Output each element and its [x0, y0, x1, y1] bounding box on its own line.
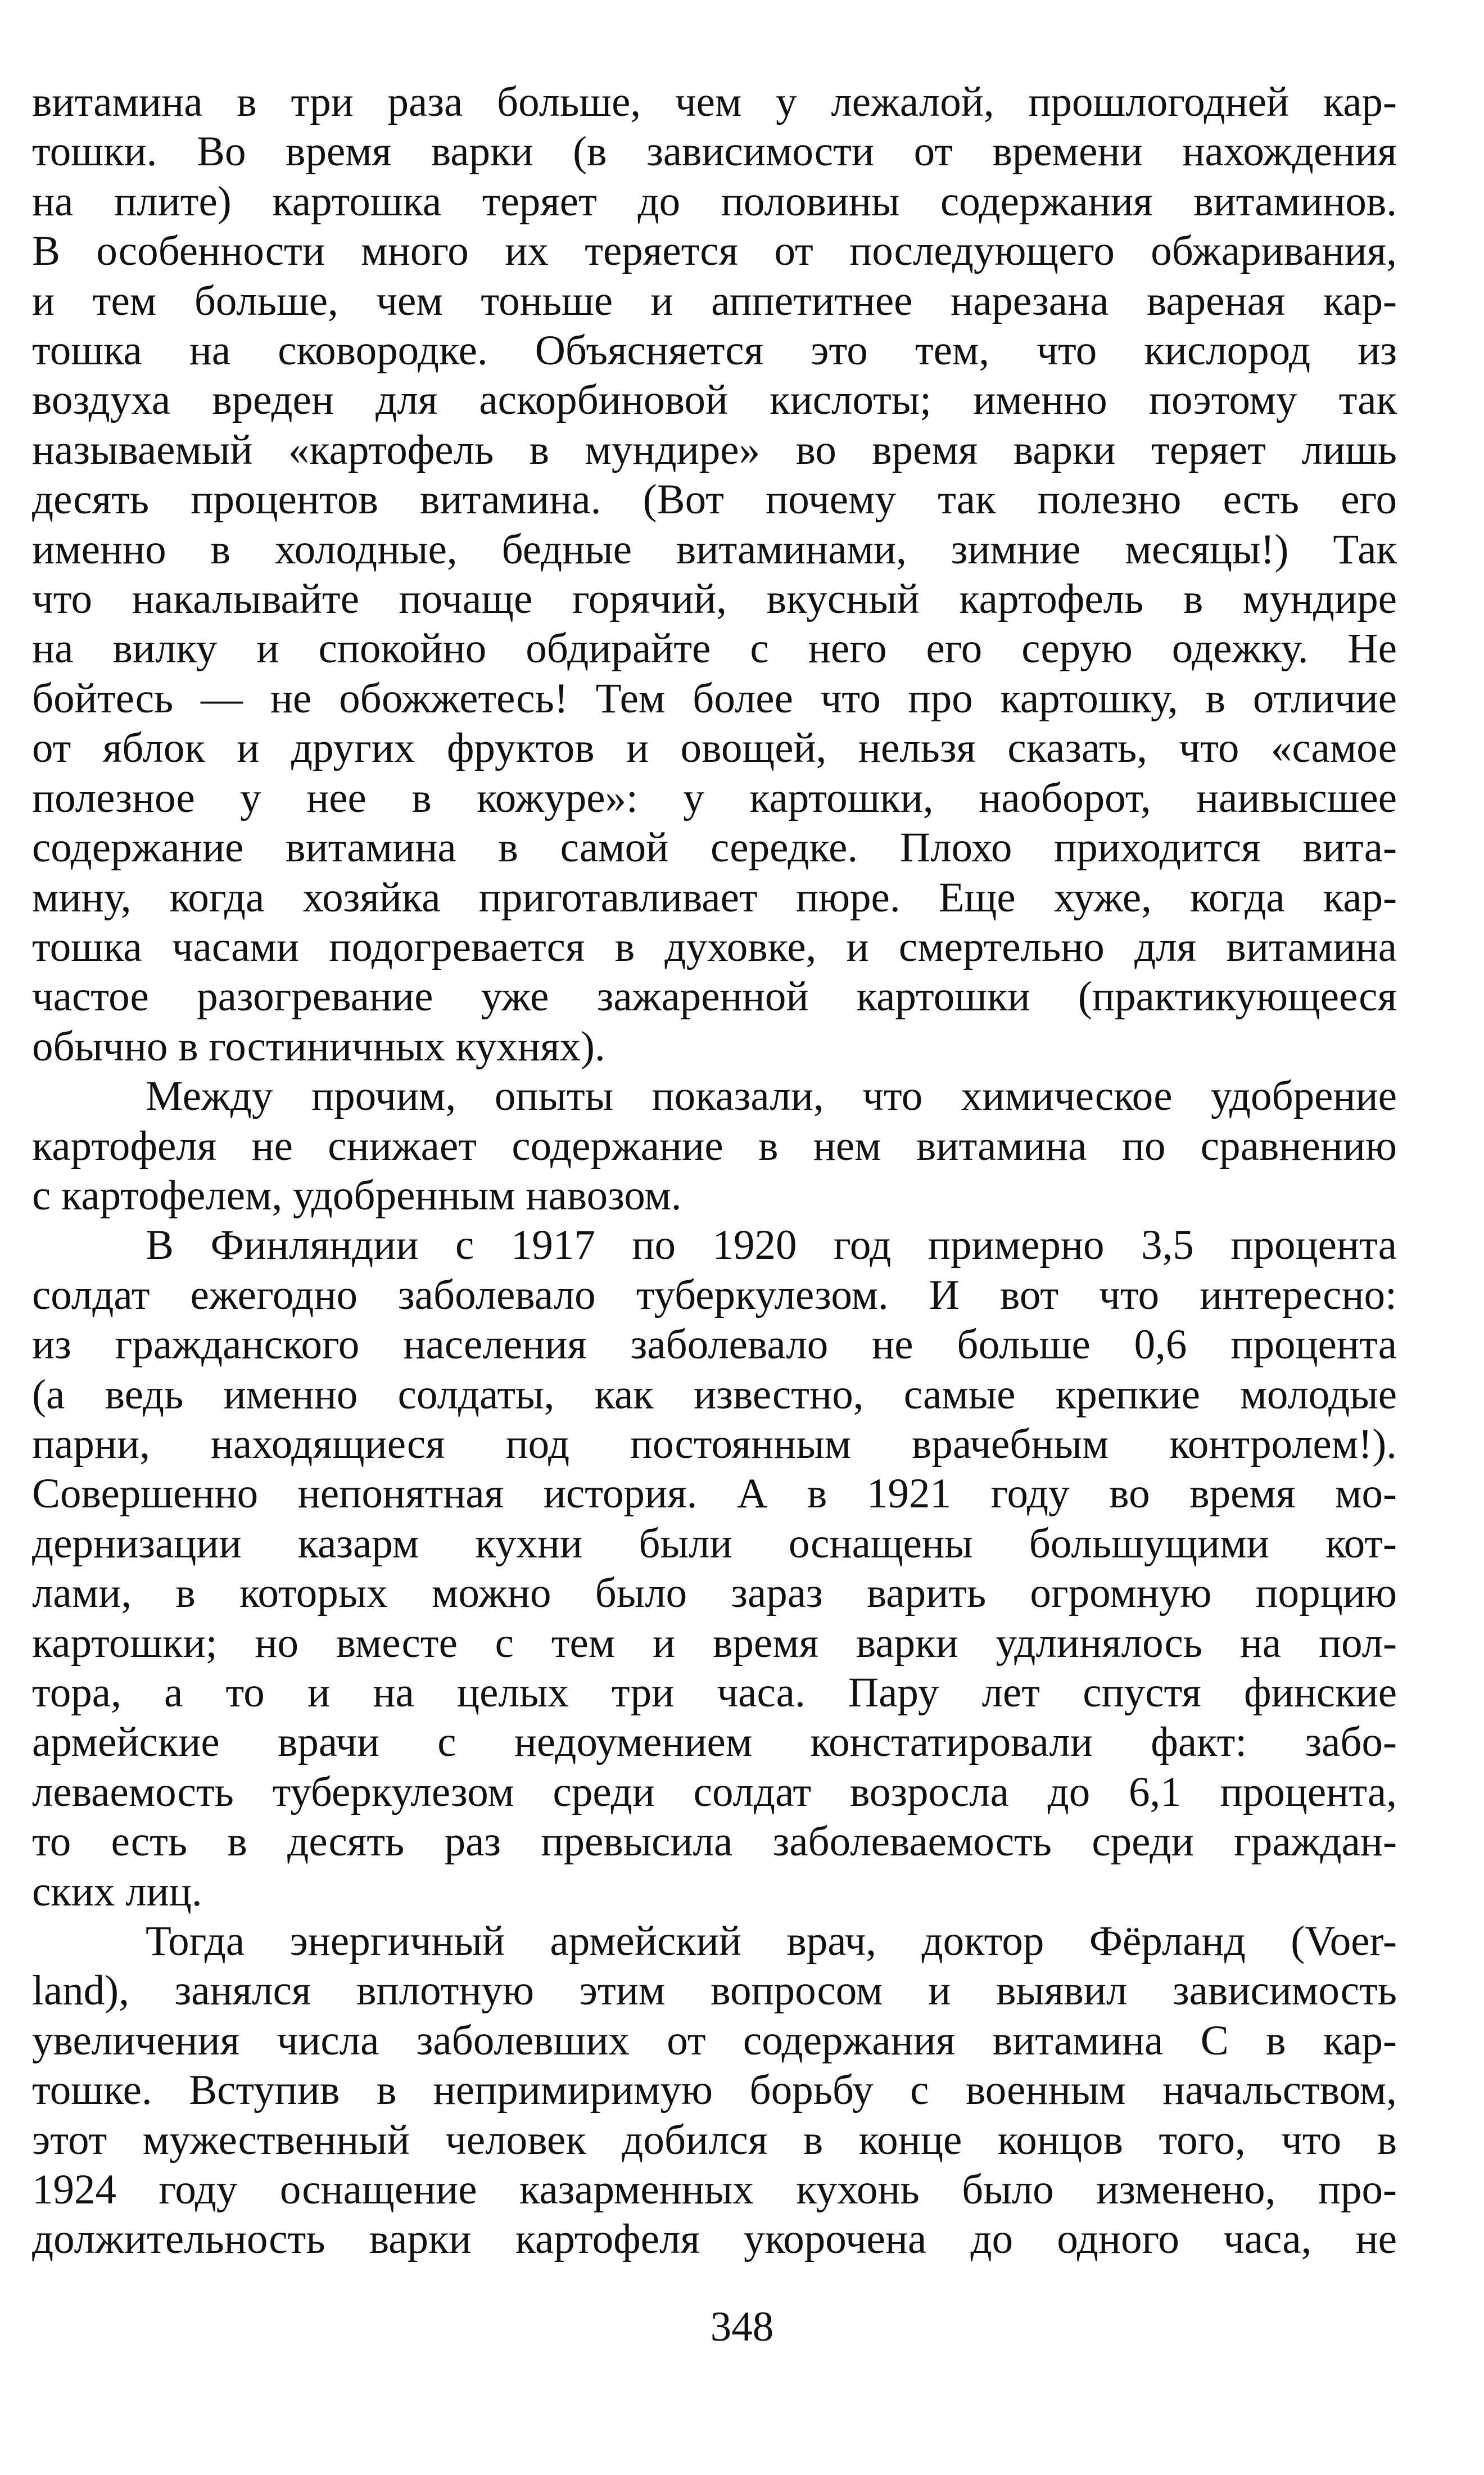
text-line: на вилку и спокойно обдирайте с него его серую одежку. Не [32, 625, 1397, 672]
text-line: бойтесь — не обожжетесь! Тем более что про картошку, в отличие [32, 675, 1397, 722]
paragraph [32, 1221, 1397, 1917]
text-line: 1924 году оснащение казарменных кухонь было изменено, про- [32, 2166, 1397, 2214]
paragraph [32, 1917, 1397, 2265]
text-line: В Финляндии с 1917 по 1920 год примерно 3,5 процента [146, 1222, 1397, 1269]
text-line: тошке. Вступив в непримиримую борьбу с военным начальством, [32, 2067, 1397, 2114]
text-line: и тем больше, чем тоньше и аппетитнее нарезана вареная кар- [32, 277, 1397, 324]
text-line: называемый «картофель в мундире» во время варки теряет лишь [32, 426, 1397, 473]
paragraph [32, 78, 1397, 1072]
text-line: из гражданского населения заболевало не больше 0,6 процента [32, 1321, 1397, 1369]
text-line: солдат ежегодно заболевало туберкулезом. И вот что интересно: [32, 1271, 1397, 1318]
text-line: мину, когда хозяйка приготавливает пюре. Еще хуже, когда кар- [32, 874, 1397, 921]
text-line: ских лиц. [32, 1868, 202, 1915]
text-line: увеличения числа заболевших от содержания витамина С в кар- [32, 2017, 1397, 2064]
text-line: воздуха вреден для аскорбиновой кислоты; именно поэтому так [32, 377, 1397, 424]
page-number: 348 [710, 2304, 774, 2350]
text-line: полезное у нее в кожуре»: у картошки, наоборот, наивысшее [32, 774, 1397, 821]
text-line: должительность варки картофеля укорочена до одного часа, не [32, 2216, 1397, 2263]
text-line: армейские врачи с недоумением констатировали факт: забо- [32, 1719, 1397, 1766]
text-line: land), занялся вплотную этим вопросом и выявил зависимость [32, 1967, 1397, 2015]
text-line: картошки; но вместе с тем и время варки удлинялось на пол- [32, 1619, 1397, 1666]
text-line: Совершенно непонятная история. А в 1921 году во время мо- [32, 1470, 1397, 1517]
text-line: от яблок и других фруктов и овощей, нельзя сказать, что «самое [32, 725, 1397, 772]
text-line: картофеля не снижает содержание в нем витамина по сравнению [32, 1122, 1397, 1169]
text-line: тошка часами подогревается в духовке, и смертельно для витамина [32, 923, 1397, 970]
text-line: с картофелем, удобренным навозом. [32, 1172, 682, 1219]
text-line: обычно в гостиничных кухнях). [32, 1023, 605, 1070]
text-line: десять процентов витамина. (Вот почему так полезно есть его [32, 476, 1397, 523]
text-line: на плите) картошка теряет до половины содержания витаминов. [32, 178, 1397, 225]
text-line: что накалывайте почаще горячий, вкусный картофель в мундире [32, 576, 1397, 623]
body-text [32, 78, 1397, 2265]
text-line: леваемость туберкулезом среди солдат возросла до 6,1 процента, [32, 1768, 1397, 1815]
text-line: этот мужественный человек добился в конце концов того, что в [32, 2116, 1397, 2164]
text-line: дернизации казарм кухни были оснащены большущими кот- [32, 1520, 1397, 1567]
text-line: то есть в десять раз превысила заболеваемость среди граждан- [32, 1818, 1397, 1866]
text-line: тора, а то и на целых три часа. Пару лет спустя финские [32, 1669, 1397, 1716]
text-line: лами, в которых можно было зараз варить огромную порцию [32, 1570, 1397, 1617]
paragraph [32, 1072, 1397, 1221]
text-line: Между прочим, опыты показали, что химическое удобрение [146, 1073, 1397, 1120]
text-line: тошки. Во время варки (в зависимости от времени нахождения [32, 128, 1397, 175]
text-line: В особенности много их теряется от последующего обжаривания, [32, 228, 1397, 275]
text-line: тошка на сковородке. Объясняется это тем, что кислород из [32, 327, 1397, 374]
text-line: Тогда энергичный армейский врач, доктор Фёрланд (Voer- [146, 1918, 1397, 1965]
text-line: именно в холодные, бедные витаминами, зимние месяцы!) Так [32, 526, 1397, 573]
text-line: парни, находящиеся под постоянным врачебным контролем!). [32, 1420, 1397, 1467]
text-line: витамина в три раза больше, чем у лежалой, прошлогодней кар- [32, 79, 1397, 125]
text-line: частое разогревание уже зажаренной картошки (практикующееся [32, 973, 1397, 1020]
text-line: содержание витамина в самой середке. Плохо приходится вита- [32, 824, 1397, 871]
text-line: (а ведь именно солдаты, как известно, самые крепкие молодые [32, 1371, 1397, 1418]
